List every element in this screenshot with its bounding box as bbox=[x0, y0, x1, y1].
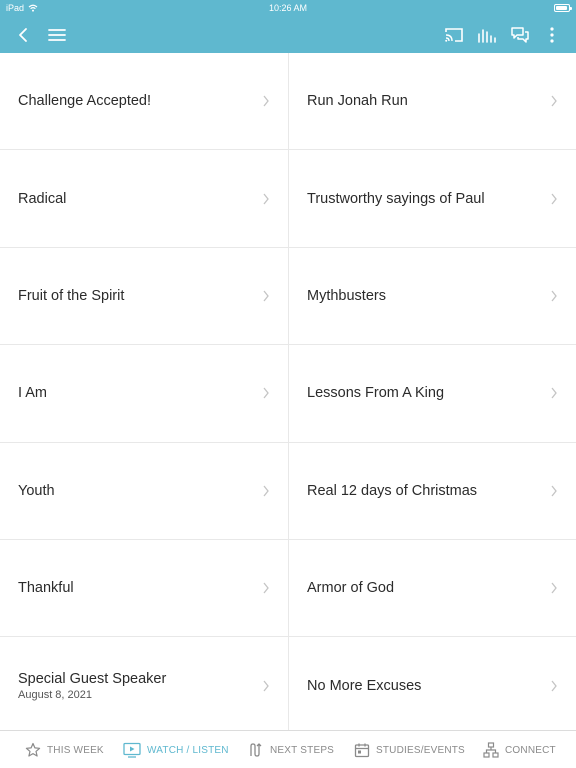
tab-label: NEXT STEPS bbox=[270, 744, 335, 756]
series-item[interactable] bbox=[0, 248, 288, 345]
chevron-right-icon bbox=[550, 386, 558, 400]
chevron-right-icon bbox=[550, 94, 558, 108]
series-item[interactable] bbox=[288, 53, 576, 150]
tab-label: THIS WEEK bbox=[47, 744, 104, 756]
cast-icon bbox=[444, 27, 464, 43]
tab-label: CONNECT bbox=[505, 744, 556, 756]
chat-icon bbox=[510, 26, 530, 44]
series-item[interactable] bbox=[288, 248, 576, 345]
series-title: Youth bbox=[18, 482, 55, 499]
tab-watch-listen[interactable] bbox=[123, 731, 229, 768]
chevron-right-icon bbox=[262, 679, 270, 693]
tab-label: STUDIES/EVENTS bbox=[376, 744, 465, 756]
chevron-right-icon bbox=[262, 289, 270, 303]
series-title: Mythbusters bbox=[307, 287, 386, 304]
series-title: Trustworthy sayings of Paul bbox=[307, 190, 485, 207]
chevron-right-icon bbox=[550, 679, 558, 693]
chevron-right-icon bbox=[550, 581, 558, 595]
tab-next-steps[interactable] bbox=[248, 731, 334, 768]
series-date: August 8, 2021 bbox=[18, 689, 93, 702]
series-title: Run Jonah Run bbox=[307, 93, 408, 110]
series-grid bbox=[0, 53, 576, 730]
series-title: Armor of God bbox=[307, 580, 395, 597]
tab-label: WATCH / LISTEN bbox=[147, 744, 229, 756]
chevron-right-icon bbox=[262, 581, 270, 595]
series-title: Real 12 days of Christmas bbox=[307, 482, 478, 499]
calendar-icon bbox=[354, 742, 370, 758]
battery-icon bbox=[554, 4, 570, 12]
device-name: iPad bbox=[6, 3, 25, 13]
menu-icon bbox=[48, 28, 66, 42]
star-icon bbox=[25, 742, 41, 758]
series-title: Radical bbox=[18, 190, 67, 207]
series-title: Lessons From A King bbox=[307, 385, 445, 402]
series-item[interactable] bbox=[0, 53, 288, 150]
back-button[interactable] bbox=[12, 16, 34, 53]
series-item[interactable] bbox=[288, 443, 576, 540]
steps-icon bbox=[248, 742, 264, 758]
more-button[interactable] bbox=[542, 16, 562, 53]
status-time: 10:26 AM bbox=[268, 3, 308, 13]
series-item[interactable] bbox=[0, 150, 288, 247]
series-title: Challenge Accepted! bbox=[18, 93, 152, 110]
chevron-right-icon bbox=[262, 94, 270, 108]
tab-studies-events[interactable] bbox=[354, 731, 465, 768]
series-item[interactable] bbox=[0, 637, 288, 730]
status-bar bbox=[0, 0, 576, 16]
cast-button[interactable] bbox=[442, 16, 466, 53]
chevron-right-icon bbox=[550, 192, 558, 206]
chevron-right-icon bbox=[262, 192, 270, 206]
bottom-tab-bar bbox=[0, 730, 576, 768]
tv-play-icon bbox=[123, 742, 141, 758]
series-item[interactable] bbox=[288, 540, 576, 637]
series-item[interactable] bbox=[288, 637, 576, 730]
series-title: Thankful bbox=[18, 580, 74, 597]
series-item[interactable] bbox=[288, 150, 576, 247]
back-chevron-icon bbox=[18, 27, 28, 43]
series-title: I Am bbox=[18, 385, 48, 402]
series-item[interactable] bbox=[0, 540, 288, 637]
series-title: Special Guest Speaker bbox=[18, 671, 167, 688]
series-item[interactable] bbox=[288, 345, 576, 442]
chevron-right-icon bbox=[262, 386, 270, 400]
audio-bars-icon bbox=[477, 27, 497, 43]
series-title: Fruit of the Spirit bbox=[18, 287, 125, 304]
tab-this-week[interactable] bbox=[25, 731, 104, 768]
more-vertical-icon bbox=[549, 27, 555, 43]
chevron-right-icon bbox=[550, 289, 558, 303]
chevron-right-icon bbox=[550, 484, 558, 498]
series-title: No More Excuses bbox=[307, 677, 422, 694]
menu-button[interactable] bbox=[46, 16, 68, 53]
org-chart-icon bbox=[483, 742, 499, 758]
top-toolbar bbox=[0, 16, 576, 53]
series-item[interactable] bbox=[0, 345, 288, 442]
audio-button[interactable] bbox=[475, 16, 499, 53]
tab-connect[interactable] bbox=[483, 731, 556, 768]
chevron-right-icon bbox=[262, 484, 270, 498]
series-item[interactable] bbox=[0, 443, 288, 540]
chat-button[interactable] bbox=[508, 16, 532, 53]
